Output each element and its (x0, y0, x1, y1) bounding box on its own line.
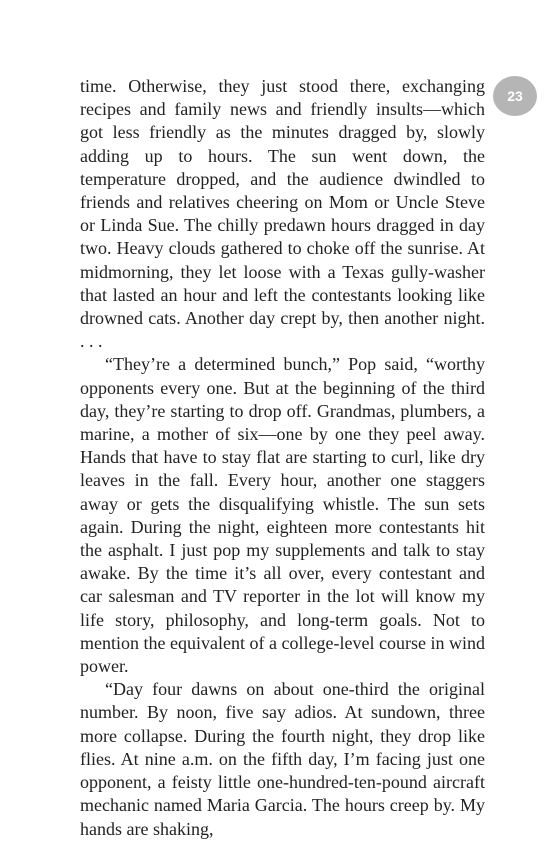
body-text (80, 75, 485, 841)
paragraph-1: time. Otherwise, they just stood there, exchanging recipes and family news and friendly insults—which got less friendly as the minutes dragged by, slowly adding up to hours. The sun went down, the temperature dropped, and the audience dwindled to friends and relatives cheering on Mom or Uncle Steve or Linda Sue. The chilly predawn hours dragged in day two. Heavy clouds gathered to choke off the sunrise. At midmorning, they let loose with a Texas gully-washer that lasted an hour and left the contestants looking like drowned cats. Another day crept by, then another night. . . . (80, 76, 485, 352)
page-number: 23 (507, 88, 523, 104)
page-number-badge (493, 76, 537, 116)
paragraph-3: “Day four dawns on about one-third the original number. By noon, five say adios. At sundown, three more collapse. During the fourth night, they drop like flies. At nine a.m. on the fifth day, I’m facing just one opponent, a feisty little one-hundred-ten-pound aircraft mechanic named Maria Garcia. The hours creep by. My hands are shaking, (80, 679, 485, 839)
paragraph-2: “They’re a determined bunch,” Pop said, “worthy opponents every one. But at the beginning of the third day, they’re starting to drop off. Grandmas, plumbers, a marine, a mother of six—one by one they peel away. Hands that have to stay flat are starting to curl, like dry leaves in the fall. Every hour, another one staggers away or gets the disqualifying whistle. The sun sets again. During the night, eighteen more contestants hit the asphalt. I just pop my supplements and talk to stay awake. By the time it’s all over, every contestant and car salesman and TV reporter in the lot will know my life story, philosophy, and long-term goals. Not to mention the equivalent of a college-level course in wind power. (80, 354, 485, 677)
